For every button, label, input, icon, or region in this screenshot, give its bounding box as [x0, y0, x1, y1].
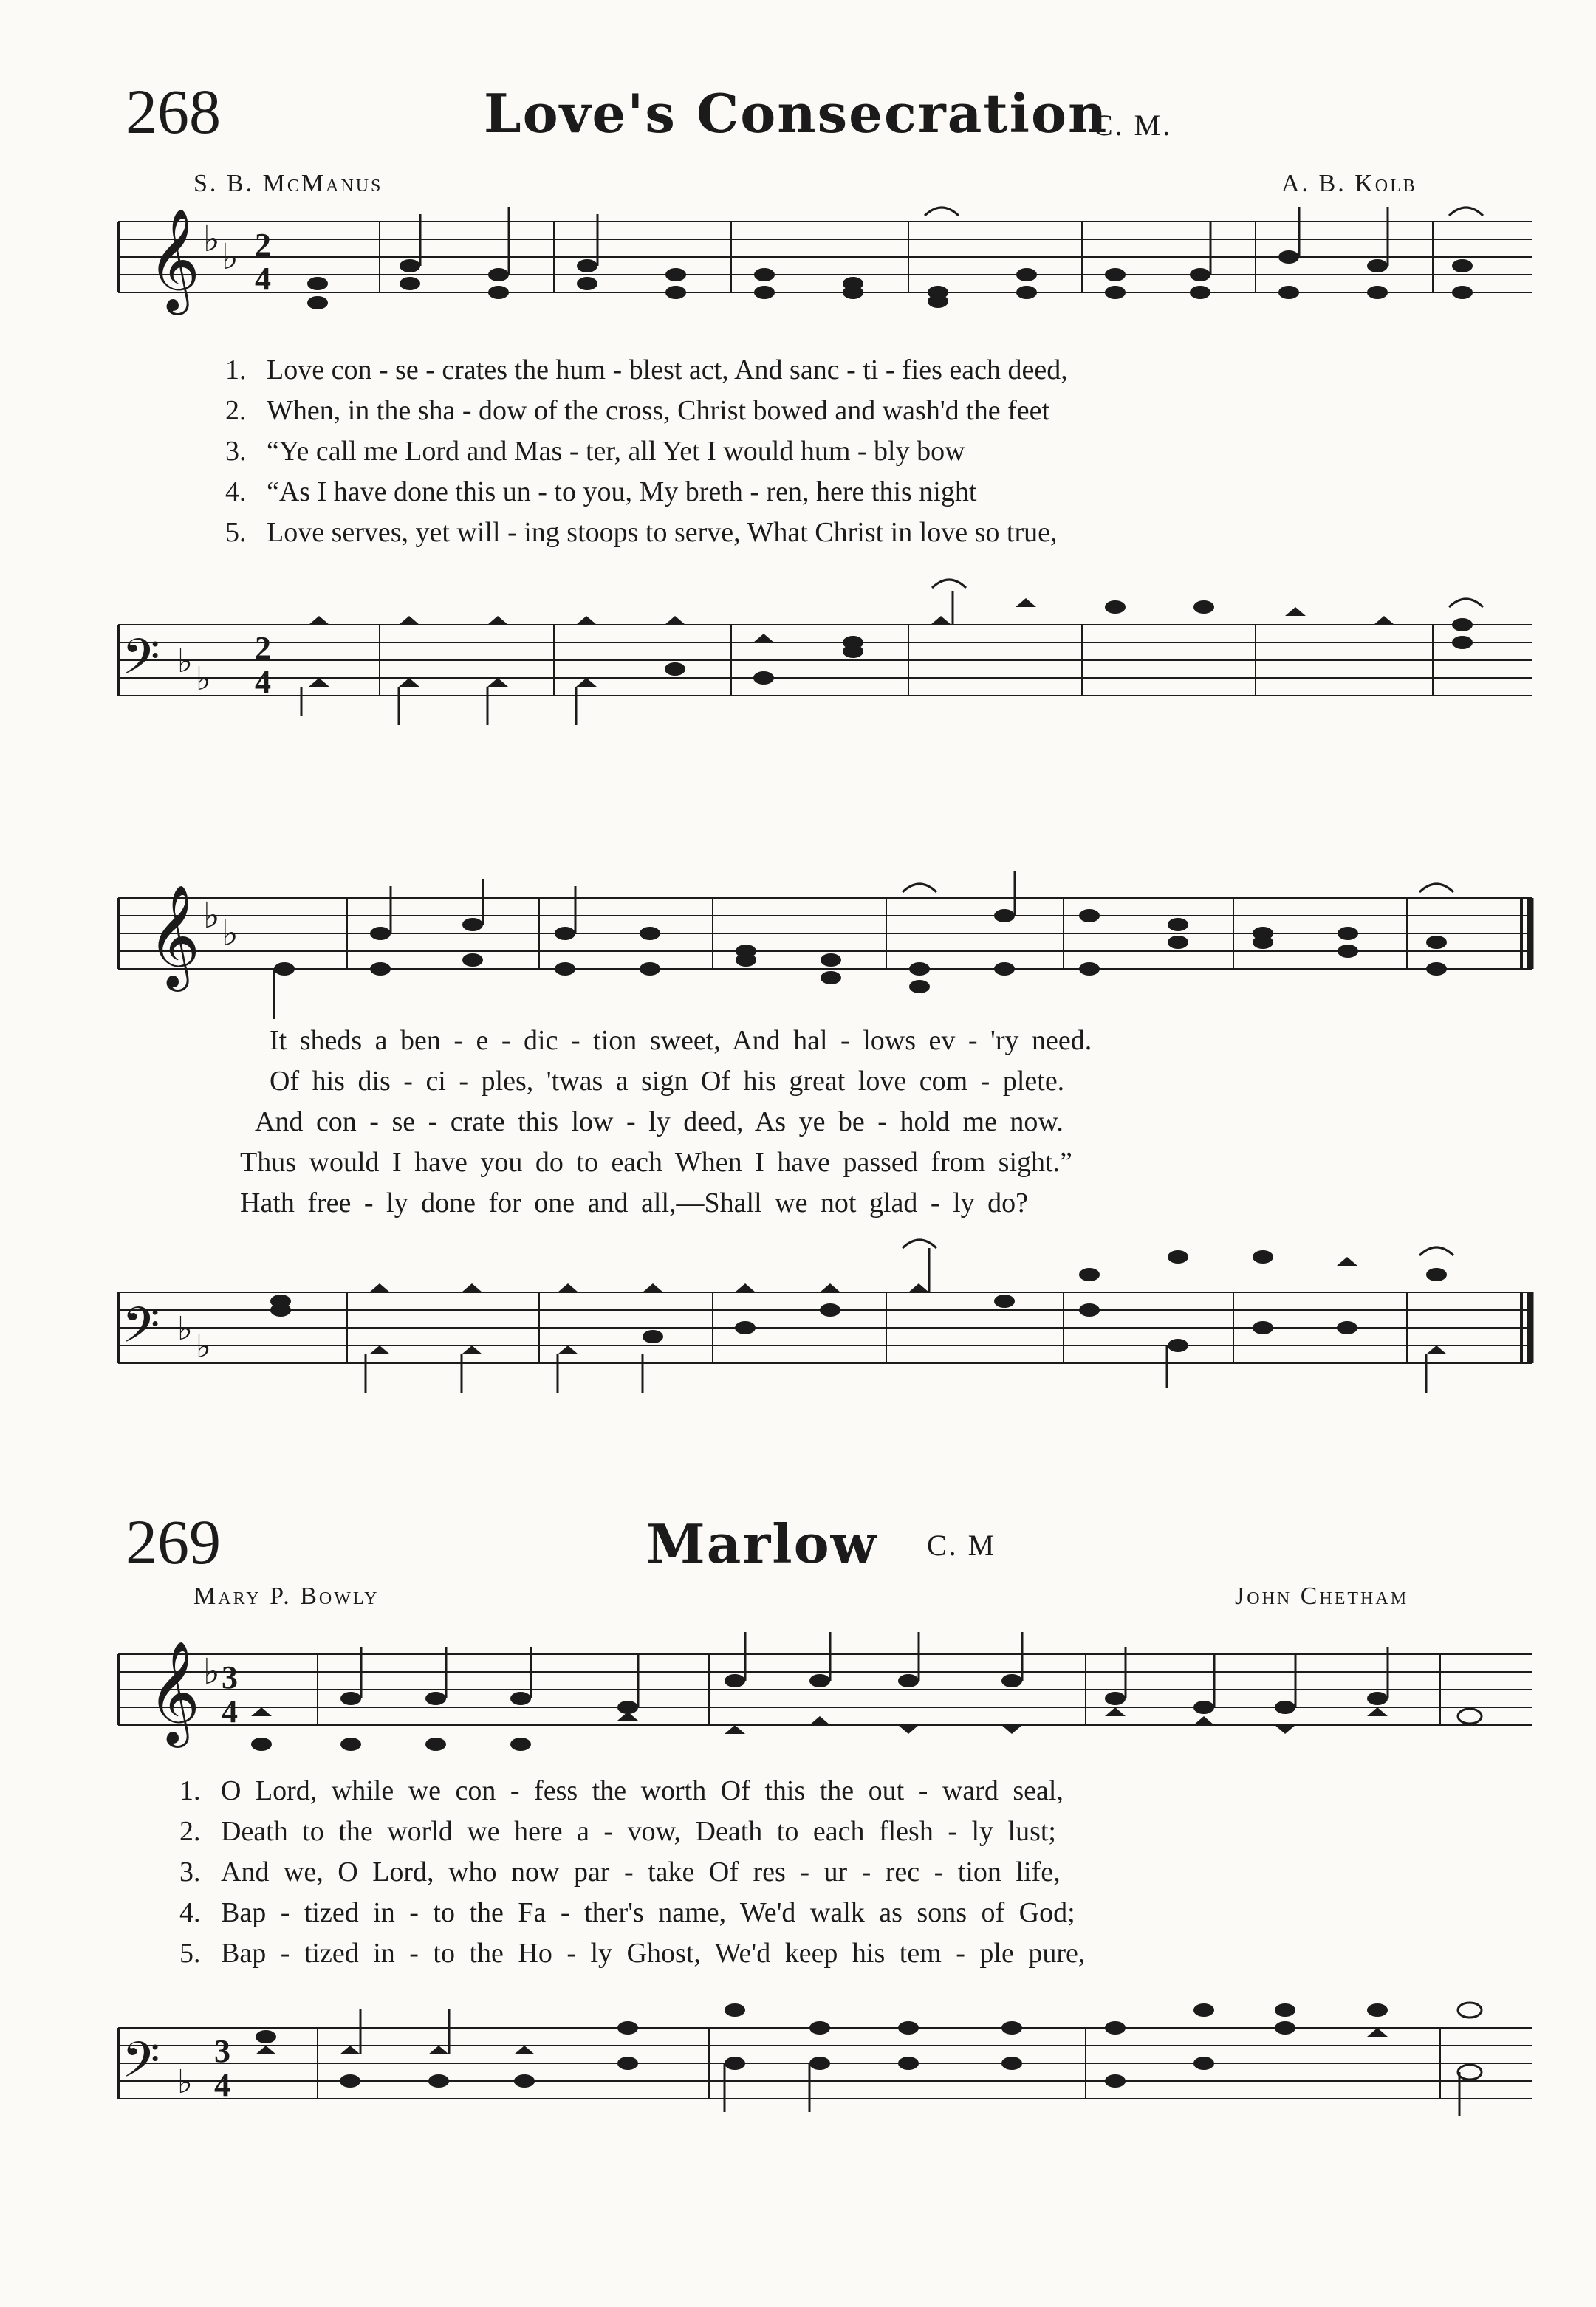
verse-line: 5. Bap - tized in - to the Ho - ly Ghost, We'd keep his tem - ple pure,	[179, 1938, 1086, 1969]
verse-line: It sheds a ben - e - dic - tion sweet, And hal - lows ev - 'ry need.	[270, 1025, 1092, 1056]
fermata-icon	[932, 580, 966, 588]
verse-line: 1. Love con - se - crates the hum - blest act, And sanc - ti - fies each deed,	[225, 354, 1068, 385]
svg-text:♭: ♭	[177, 2064, 193, 2100]
composer-credit: John Chetham	[1235, 1583, 1409, 1610]
verse-line: 3. “Ye call me Lord and Mas - ter, all Yet I would hum - bly bow	[225, 436, 965, 467]
fermata-icon	[1449, 599, 1483, 607]
treble-clef-icon: 𝄞	[148, 208, 200, 311]
fermata-icon	[1419, 884, 1453, 892]
svg-text:4: 4	[222, 1693, 238, 1730]
svg-text:4: 4	[255, 261, 271, 297]
svg-text:♭: ♭	[222, 238, 239, 277]
svg-text:♭: ♭	[222, 914, 239, 953]
note-heads	[251, 1674, 1482, 1751]
fermata-icon	[925, 208, 959, 216]
svg-text:♭: ♭	[203, 897, 220, 936]
hymn-meter: C. M.	[1093, 109, 1173, 142]
bass-staff	[0, 1994, 1596, 2127]
svg-text:3: 3	[222, 1659, 238, 1696]
hymn-title: Marlow	[646, 1512, 878, 1575]
fermata-icon	[1449, 208, 1483, 216]
bass-clef-icon: 𝄢	[122, 1297, 160, 1365]
verse-line: 2. When, in the sha - dow of the cross, Christ bowed and wash'd the feet	[225, 395, 1050, 426]
bass-clef-icon: 𝄢	[122, 2032, 160, 2100]
hymn-number: 268	[126, 76, 221, 147]
svg-text:♭: ♭	[203, 1653, 220, 1692]
treble-staff	[0, 199, 1596, 332]
hymn-title: Love's Consecration	[484, 82, 1109, 145]
svg-text:♭: ♭	[177, 1311, 193, 1347]
verse-line: 4. “As I have done this un - to you, My breth - ren, here this night	[225, 476, 977, 507]
bass-staff	[0, 1248, 1596, 1396]
fermata-icon	[1419, 1247, 1453, 1255]
svg-text:3: 3	[214, 2033, 230, 2069]
verse-line: Hath free - ly done for one and all,—Shall we not glad - ly do?	[240, 1187, 1028, 1218]
fermata-icon	[903, 884, 936, 892]
verse-line: 4. Bap - tized in - to the Fa - ther's name, We'd walk as sons of God;	[179, 1897, 1075, 1928]
treble-staff	[0, 886, 1596, 1019]
svg-text:4: 4	[255, 664, 271, 700]
svg-text:4: 4	[214, 2067, 230, 2103]
svg-text:♭: ♭	[177, 643, 193, 679]
treble-clef-icon: 𝄞	[148, 885, 200, 987]
svg-text:♭: ♭	[196, 1329, 211, 1365]
verse-line: Thus would I have you do to each When I have passed from sight.”	[240, 1147, 1072, 1178]
fermata-icon	[903, 1240, 936, 1248]
hymn-meter: C. M	[927, 1529, 997, 1562]
svg-text:♭: ♭	[203, 220, 220, 259]
verse-line: Of his dis - ci - ples, 'twas a sign Of his great love com - plete.	[270, 1066, 1065, 1097]
verse-line: And con - se - crate this low - ly deed, As ye be - hold me now.	[255, 1106, 1064, 1137]
svg-text:2: 2	[255, 227, 271, 263]
verse-line: 2. Death to the world we here a - vow, Death to each flesh - ly lust;	[179, 1816, 1056, 1847]
svg-text:2: 2	[255, 630, 271, 666]
verse-line: 3. And we, O Lord, who now par - take Of res - ur - rec - tion life,	[179, 1857, 1061, 1888]
verse-line: 5. Love serves, yet will - ing stoops to serve, What Christ in love so true,	[225, 517, 1058, 548]
composer-credit: A. B. Kolb	[1281, 170, 1417, 197]
treble-staff	[0, 1610, 1596, 1758]
bass-clef-icon: 𝄢	[122, 628, 160, 697]
verse-line: 1. O Lord, while we con - fess the worth Of this the out - ward seal,	[179, 1775, 1064, 1806]
svg-text:♭: ♭	[196, 661, 211, 697]
author-credit: Mary P. Bowly	[193, 1583, 380, 1610]
note-heads	[307, 250, 1473, 309]
hymn-number: 269	[126, 1506, 221, 1577]
author-credit: S. B. McManus	[193, 170, 383, 197]
treble-clef-icon: 𝄞	[148, 1641, 200, 1744]
bass-staff	[0, 591, 1596, 738]
